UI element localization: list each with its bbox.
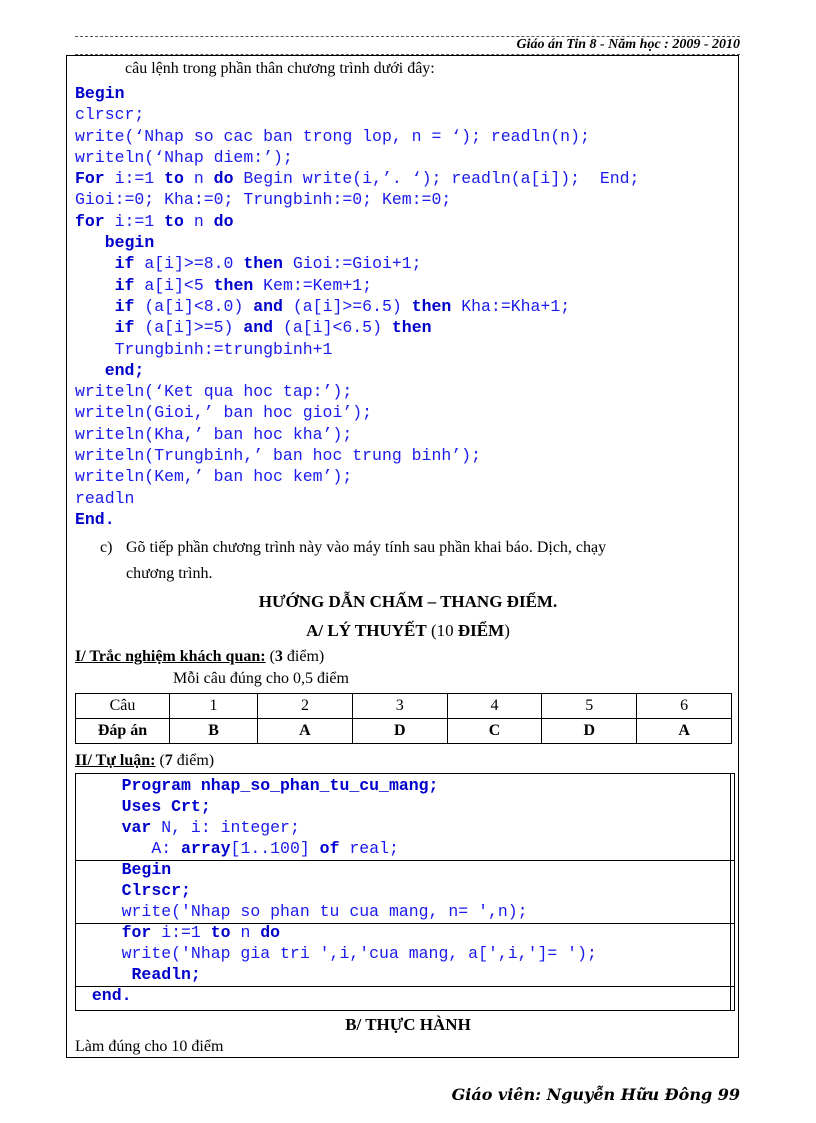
code-line	[75, 296, 639, 317]
code-text: i:=1	[151, 923, 211, 942]
code-text: real;	[339, 839, 399, 858]
box-divider	[730, 774, 731, 1010]
per-question-note: Mỗi câu đúng cho 0,5 điểm	[173, 670, 349, 687]
page-number: 99	[717, 1085, 740, 1104]
code-line	[82, 775, 597, 796]
instruction-line-2: chương trình.	[126, 565, 213, 582]
table-cell: B	[170, 719, 258, 744]
table-cell: D	[352, 719, 447, 744]
table-cell: 1	[170, 694, 258, 719]
code-line	[75, 339, 639, 360]
header-title: Giáo án Tin 8 - Năm học : 2009 - 2010	[516, 37, 740, 52]
code-text: write('Nhap gia tri ',i,'cua mang, a[',i,']= ');	[121, 944, 597, 963]
code-block-1	[75, 83, 639, 530]
code-keyword: if	[114, 254, 135, 274]
code-text: readln	[75, 488, 135, 508]
code-keyword: then	[391, 318, 432, 338]
code-line	[82, 880, 597, 901]
code-text: Kha:=Kha+1;	[451, 296, 571, 316]
part1-heading: I/ Trắc nghiệm khách quan: (3 điểm)	[75, 648, 325, 665]
code-keyword: Clrscr;	[121, 881, 191, 900]
code-line	[82, 964, 597, 985]
code-text: writeln(Gioi,’ ban hoc gioi’);	[75, 403, 373, 423]
code-keyword: var	[121, 818, 152, 837]
code-text: write(‘Nhap so cac ban trong lop, n = ‘); readln(n);	[75, 126, 590, 146]
code-text: write('Nhap so phan tu cua mang, n= ',n);	[121, 902, 528, 921]
code-keyword: to	[164, 169, 184, 189]
table-cell: 5	[542, 694, 637, 719]
code-text: A:	[151, 839, 182, 858]
code-line	[75, 381, 639, 402]
code-line	[75, 509, 639, 530]
code-text: (a[i]>=6.5)	[282, 296, 412, 316]
table-cell: Đáp án	[76, 719, 170, 744]
code-keyword: do	[213, 169, 234, 189]
instruction-marker: c)	[100, 539, 113, 556]
code-text: writeln(Kha,’ ban hoc kha’);	[75, 424, 353, 444]
code-text: a[i]<5	[134, 275, 214, 295]
code-keyword: if	[114, 296, 135, 316]
code-line	[75, 445, 639, 466]
code-text: writeln(‘Ket qua hoc tap:’);	[75, 382, 353, 402]
table-row	[76, 719, 732, 744]
code-keyword: end.	[91, 986, 132, 1005]
code-keyword: Readln;	[131, 965, 201, 984]
code-line	[82, 985, 597, 1006]
answer-table	[75, 693, 732, 744]
code-line	[82, 901, 597, 922]
part2-heading: II/ Tự luận: (7 điểm)	[75, 752, 215, 769]
code-keyword: Begin	[75, 84, 125, 103]
code-text: n	[230, 923, 261, 942]
code-text: writeln(Trungbinh,’ ban hoc trung binh’);	[75, 446, 481, 466]
instruction-c	[100, 535, 735, 587]
code-text: n	[183, 169, 214, 189]
code-keyword: array	[181, 839, 231, 858]
code-line	[75, 189, 639, 210]
code-text: n	[183, 211, 214, 231]
code-keyword: then	[243, 254, 283, 274]
code-text: Gioi:=0; Kha:=0; Trungbinh:=0; Kem:=0;	[75, 190, 452, 210]
code-keyword: Uses Crt;	[121, 797, 211, 816]
footer-teacher: Giáo viên: Nguyễn Hữu Đông	[451, 1085, 713, 1104]
table-cell: 3	[352, 694, 447, 719]
grading-title: HƯỚNG DẪN CHẤM – THANG ĐIỂM.	[258, 592, 558, 611]
code-text: [1..100]	[230, 839, 320, 858]
code-line	[75, 168, 639, 189]
code-line	[75, 466, 639, 487]
code-text: i:=1	[104, 211, 165, 231]
practice-title: B/ THỰC HÀNH	[345, 1015, 471, 1034]
code-keyword: of	[319, 839, 340, 858]
code-line	[75, 275, 639, 296]
code-line	[82, 796, 597, 817]
table-row	[76, 694, 732, 719]
code-line	[82, 943, 597, 964]
code-keyword: Begin	[121, 860, 172, 879]
table-cell: 2	[258, 694, 353, 719]
code-keyword: if	[114, 275, 135, 295]
code-keyword: then	[411, 296, 452, 316]
code-line	[75, 104, 639, 125]
theory-title-main: A/ LÝ THUYẾT	[306, 621, 427, 640]
table-cell: Câu	[76, 694, 170, 719]
theory-title-points: (10 ĐIỂM)	[430, 621, 510, 640]
theory-title	[0, 621, 816, 641]
code-text: clrscr;	[75, 105, 145, 125]
code-line	[75, 360, 639, 381]
code-keyword: For	[75, 169, 105, 189]
code-keyword: end;	[104, 360, 145, 380]
code-line	[82, 838, 597, 859]
table-cell: C	[447, 719, 542, 744]
code-text: Begin write(i,’. ‘); readln(a[i]); End;	[233, 169, 640, 189]
table-cell: A	[258, 719, 353, 744]
code-line	[75, 83, 639, 104]
practice-text: Làm đúng cho 10 điểm	[75, 1038, 224, 1055]
code-line	[75, 317, 639, 338]
code-line	[75, 126, 639, 147]
code-line	[75, 402, 639, 423]
code-text: Kem:=Kem+1;	[253, 275, 373, 295]
code-line	[75, 211, 639, 232]
code-text: (a[i]>=5)	[134, 318, 244, 338]
code-line	[75, 147, 639, 168]
code-keyword: then	[213, 275, 254, 295]
code-text: N, i: integer;	[151, 818, 300, 837]
code-text: (a[i]<8.0)	[134, 296, 254, 316]
code-line	[82, 922, 597, 943]
code-line	[75, 253, 639, 274]
code-keyword: Program nhap_so_phan_tu_cu_mang;	[121, 776, 439, 795]
code-keyword: if	[114, 318, 135, 338]
table-cell: 6	[637, 694, 732, 719]
table-cell: D	[542, 719, 637, 744]
code-text: Gioi:=Gioi+1;	[282, 254, 422, 274]
code-line	[82, 817, 597, 838]
code-keyword: for	[75, 211, 105, 231]
part2-label: II/ Tự luận:	[75, 752, 156, 769]
part1-label: I/ Trắc nghiệm khách quan:	[75, 648, 266, 665]
code-text: i:=1	[104, 169, 165, 189]
code-line	[82, 859, 597, 880]
code-line	[75, 232, 639, 253]
code-keyword: to	[164, 211, 184, 231]
code-keyword: do	[213, 211, 234, 231]
code-keyword: begin	[104, 233, 155, 253]
code-text: writeln(‘Nhap diem:’);	[75, 147, 293, 167]
table-cell: 4	[447, 694, 542, 719]
code-keyword: and	[253, 296, 283, 316]
footer	[452, 1085, 740, 1104]
code-text: (a[i]<6.5)	[273, 318, 392, 338]
instruction-line-1: Gõ tiếp phần chương trình này vào máy tính sau phần khai báo. Dịch, chạy	[126, 539, 607, 556]
code-keyword: and	[243, 318, 274, 338]
code-keyword: do	[260, 923, 281, 942]
table-cell: A	[637, 719, 732, 744]
code-keyword: for	[121, 923, 152, 942]
code-keyword: to	[210, 923, 231, 942]
code-keyword: End.	[75, 509, 115, 529]
code-text: a[i]>=8.0	[134, 254, 244, 274]
code-line	[75, 424, 639, 445]
code-line	[75, 488, 639, 509]
code-text: writeln(Kem,’ ban hoc kem’);	[75, 467, 353, 487]
code-block-2	[82, 775, 597, 1006]
intro-text: câu lệnh trong phần thân chương trình dưới đây:	[125, 60, 435, 77]
code-text: Trungbinh:=trungbinh+1	[114, 339, 333, 359]
